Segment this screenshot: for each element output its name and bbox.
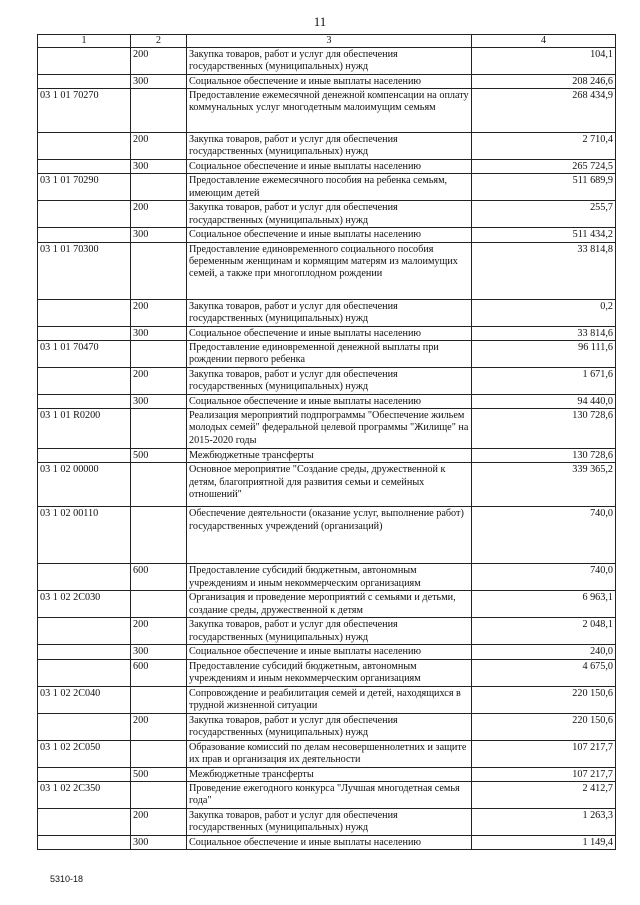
description-cell: Образование комиссий по делам несовершеннолетних и защите их прав и организация их деятельности	[187, 740, 472, 767]
budget-code-cell: 03 1 02 2С050	[38, 740, 131, 767]
budget-code-cell	[38, 713, 131, 740]
expense-type-cell: 300	[131, 645, 187, 659]
amount-cell: 240,0	[472, 645, 616, 659]
budget-code-cell	[38, 160, 131, 174]
expense-type-cell: 300	[131, 75, 187, 89]
amount-cell: 104,1	[472, 48, 616, 75]
expense-type-cell	[131, 89, 187, 133]
budget-code-cell: 03 1 01 70470	[38, 340, 131, 367]
document-code: 5310-18	[50, 874, 84, 884]
expense-type-cell	[131, 591, 187, 618]
table-row	[38, 713, 616, 740]
description-cell: Предоставление единовременной денежной выплаты при рождении первого ребенка	[187, 340, 472, 367]
table-row	[38, 449, 616, 463]
expense-type-cell	[131, 340, 187, 367]
table-row	[38, 133, 616, 160]
budget-code-cell	[38, 299, 131, 326]
description-cell: Закупка товаров, работ и услуг для обеспечения государственных (муниципальных) нужд	[187, 367, 472, 394]
budget-code-cell	[38, 326, 131, 340]
amount-cell: 511 689,9	[472, 174, 616, 201]
table-row	[38, 326, 616, 340]
table-row	[38, 564, 616, 591]
amount-cell: 220 150,6	[472, 713, 616, 740]
table-row	[38, 591, 616, 618]
description-cell: Межбюджетные трансферты	[187, 449, 472, 463]
description-cell: Межбюджетные трансферты	[187, 767, 472, 781]
expense-type-cell	[131, 781, 187, 808]
budget-code-cell	[38, 564, 131, 591]
page-number: 11	[313, 14, 327, 29]
description-cell: Закупка товаров, работ и услуг для обеспечения государственных (муниципальных) нужд	[187, 808, 472, 835]
budget-code-cell	[38, 645, 131, 659]
budget-code-cell: 03 1 01 70300	[38, 242, 131, 299]
table-row	[38, 394, 616, 408]
amount-cell: 4 675,0	[472, 659, 616, 686]
amount-cell: 2 048,1	[472, 618, 616, 645]
description-cell: Социальное обеспечение и иные выплаты населению	[187, 394, 472, 408]
amount-cell: 265 724,5	[472, 160, 616, 174]
budget-code-cell	[38, 75, 131, 89]
budget-code-cell	[38, 767, 131, 781]
budget-code-cell	[38, 618, 131, 645]
expense-type-cell	[131, 463, 187, 507]
table-row	[38, 228, 616, 242]
budget-code-cell	[38, 808, 131, 835]
amount-cell: 740,0	[472, 564, 616, 591]
expense-type-cell: 200	[131, 618, 187, 645]
description-cell: Закупка товаров, работ и услуг для обеспечения государственных (муниципальных) нужд	[187, 201, 472, 228]
table-header-row	[38, 35, 616, 48]
amount-cell: 339 365,2	[472, 463, 616, 507]
amount-cell: 130 728,6	[472, 409, 616, 449]
amount-cell: 107 217,7	[472, 767, 616, 781]
budget-code-cell	[38, 48, 131, 75]
expense-type-cell: 200	[131, 48, 187, 75]
table-row	[38, 507, 616, 564]
amount-cell: 2 412,7	[472, 781, 616, 808]
description-cell: Предоставление ежемесячной денежной компенсации на оплату коммунальных услуг многодетным малоимущим семьям	[187, 89, 472, 133]
expense-type-cell	[131, 740, 187, 767]
header-col-1: 1	[38, 35, 131, 48]
budget-code-cell	[38, 449, 131, 463]
table-row	[38, 767, 616, 781]
table-row	[38, 409, 616, 449]
table-row	[38, 201, 616, 228]
budget-code-cell: 03 1 01 R0200	[38, 409, 131, 449]
header-col-2: 2	[131, 35, 187, 48]
expense-type-cell	[131, 686, 187, 713]
description-cell: Проведение ежегодного конкурса "Лучшая многодетная семья года"	[187, 781, 472, 808]
table-row	[38, 242, 616, 299]
expense-type-cell: 300	[131, 394, 187, 408]
description-cell: Закупка товаров, работ и услуг для обеспечения государственных (муниципальных) нужд	[187, 713, 472, 740]
table-row	[38, 835, 616, 849]
amount-cell: 1 149,4	[472, 835, 616, 849]
budget-code-cell	[38, 133, 131, 160]
expense-type-cell	[131, 409, 187, 449]
table-row	[38, 463, 616, 507]
expense-type-cell: 200	[131, 201, 187, 228]
amount-cell: 2 710,4	[472, 133, 616, 160]
description-cell: Социальное обеспечение и иные выплаты населению	[187, 75, 472, 89]
amount-cell: 208 246,6	[472, 75, 616, 89]
table-row	[38, 48, 616, 75]
description-cell: Социальное обеспечение и иные выплаты населению	[187, 645, 472, 659]
description-cell: Предоставление субсидий бюджетным, автономным учреждениям и иным некоммерческим организациям	[187, 659, 472, 686]
expense-type-cell	[131, 174, 187, 201]
expense-type-cell: 300	[131, 228, 187, 242]
description-cell: Закупка товаров, работ и услуг для обеспечения государственных (муниципальных) нужд	[187, 299, 472, 326]
table-row	[38, 740, 616, 767]
budget-code-cell	[38, 394, 131, 408]
amount-cell: 255,7	[472, 201, 616, 228]
expense-type-cell: 200	[131, 299, 187, 326]
amount-cell: 740,0	[472, 507, 616, 564]
table-row	[38, 808, 616, 835]
table-row	[38, 340, 616, 367]
description-cell: Социальное обеспечение и иные выплаты населению	[187, 326, 472, 340]
budget-code-cell: 03 1 02 00110	[38, 507, 131, 564]
expense-type-cell	[131, 242, 187, 299]
header-col-4: 4	[472, 35, 616, 48]
budget-table	[37, 34, 616, 850]
description-cell: Предоставление субсидий бюджетным, автономным учреждениям и иным некоммерческим организациям	[187, 564, 472, 591]
expense-type-cell: 500	[131, 449, 187, 463]
budget-code-cell: 03 1 01 70270	[38, 89, 131, 133]
amount-cell: 268 434,9	[472, 89, 616, 133]
amount-cell: 1 671,6	[472, 367, 616, 394]
expense-type-cell: 600	[131, 659, 187, 686]
expense-type-cell: 200	[131, 367, 187, 394]
amount-cell: 130 728,6	[472, 449, 616, 463]
amount-cell: 33 814,6	[472, 326, 616, 340]
expense-type-cell	[131, 507, 187, 564]
table-row	[38, 367, 616, 394]
budget-code-cell	[38, 228, 131, 242]
description-cell: Обеспечение деятельности (оказание услуг, выполнение работ) государственных учреждений (организаций)	[187, 507, 472, 564]
description-cell: Сопровождение и реабилитация семей и детей, находящихся в трудной жизненной ситуации	[187, 686, 472, 713]
table-row	[38, 686, 616, 713]
description-cell: Социальное обеспечение и иные выплаты населению	[187, 835, 472, 849]
table-row	[38, 89, 616, 133]
header-col-3: 3	[187, 35, 472, 48]
budget-code-cell: 03 1 02 00000	[38, 463, 131, 507]
amount-cell: 6 963,1	[472, 591, 616, 618]
budget-code-cell	[38, 659, 131, 686]
budget-code-cell	[38, 367, 131, 394]
amount-cell: 107 217,7	[472, 740, 616, 767]
budget-code-cell	[38, 201, 131, 228]
budget-code-cell: 03 1 02 2С030	[38, 591, 131, 618]
description-cell: Основное мероприятие "Создание среды, дружественной к детям, благоприятной для развития семьи и семейных отношений"	[187, 463, 472, 507]
table-row	[38, 174, 616, 201]
description-cell: Социальное обеспечение и иные выплаты населению	[187, 228, 472, 242]
table-row	[38, 659, 616, 686]
table-row	[38, 299, 616, 326]
expense-type-cell: 200	[131, 713, 187, 740]
budget-code-cell: 03 1 02 2С350	[38, 781, 131, 808]
table-row	[38, 781, 616, 808]
budget-code-cell: 03 1 02 2С040	[38, 686, 131, 713]
description-cell: Организация и проведение мероприятий с семьями и детьми, создание среды, дружественной к детям	[187, 591, 472, 618]
table-row	[38, 618, 616, 645]
amount-cell: 96 111,6	[472, 340, 616, 367]
amount-cell: 33 814,8	[472, 242, 616, 299]
amount-cell: 1 263,3	[472, 808, 616, 835]
description-cell: Социальное обеспечение и иные выплаты населению	[187, 160, 472, 174]
budget-code-cell: 03 1 01 70290	[38, 174, 131, 201]
expense-type-cell: 200	[131, 808, 187, 835]
table-row	[38, 160, 616, 174]
amount-cell: 220 150,6	[472, 686, 616, 713]
description-cell: Закупка товаров, работ и услуг для обеспечения государственных (муниципальных) нужд	[187, 618, 472, 645]
expense-type-cell: 500	[131, 767, 187, 781]
expense-type-cell: 300	[131, 326, 187, 340]
amount-cell: 0,2	[472, 299, 616, 326]
expense-type-cell: 200	[131, 133, 187, 160]
description-cell: Реализация мероприятий подпрограммы "Обеспечение жильем молодых семей" федеральной целевой программы "Жилище" на 2015-2020 годы	[187, 409, 472, 449]
expense-type-cell: 300	[131, 160, 187, 174]
table-row	[38, 75, 616, 89]
description-cell: Закупка товаров, работ и услуг для обеспечения государственных (муниципальных) нужд	[187, 48, 472, 75]
amount-cell: 94 440,0	[472, 394, 616, 408]
amount-cell: 511 434,2	[472, 228, 616, 242]
expense-type-cell: 600	[131, 564, 187, 591]
description-cell: Предоставление единовременного социального пособия беременным женщинам и кормящим матерям из малоимущих семей, а также при многоплодном рождении	[187, 242, 472, 299]
expense-type-cell: 300	[131, 835, 187, 849]
description-cell: Предоставление ежемесячного пособия на ребенка семьям, имеющим детей	[187, 174, 472, 201]
table-row	[38, 645, 616, 659]
description-cell: Закупка товаров, работ и услуг для обеспечения государственных (муниципальных) нужд	[187, 133, 472, 160]
budget-code-cell	[38, 835, 131, 849]
